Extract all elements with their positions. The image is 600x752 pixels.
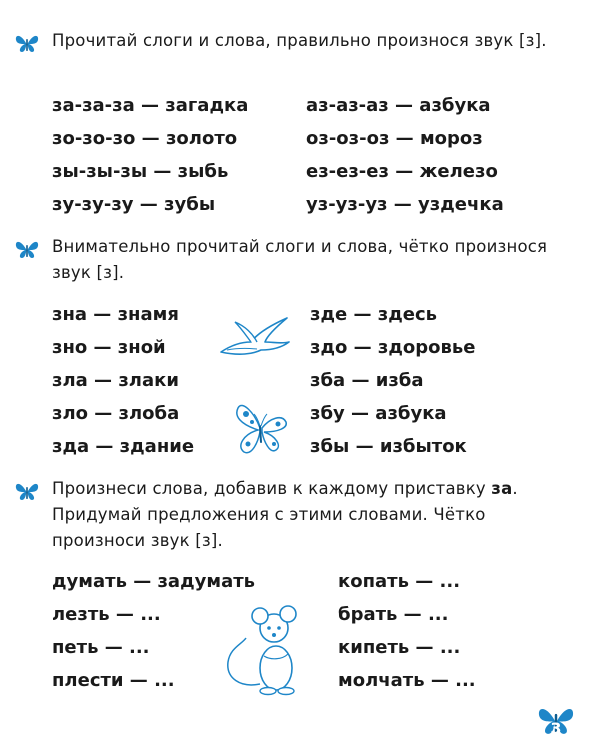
butterfly-icon [14, 32, 40, 54]
task-1-right-row: ез-ез-ез — железо [306, 161, 498, 182]
task-3-right-row: брать — ... [338, 604, 449, 625]
task-1-left-row: зо-зо-зо — золото [52, 128, 238, 149]
task-3-left-row: думать — задумать [52, 571, 256, 592]
task-3-left-row: лезть — ... [52, 604, 161, 625]
task-2-instruction: Внимательно прочитай слоги и слова, чётко произнося звук [з]. [52, 237, 548, 282]
task-1-right-row: оз-оз-оз — мороз [306, 128, 483, 149]
task-2-left-row: зно — зной [52, 337, 166, 358]
task-3 [14, 480, 574, 560]
task-2-left-row: зна — знамя [52, 304, 179, 325]
task-2 [14, 238, 574, 298]
task-2-left-row: зда — здание [52, 436, 195, 457]
task-2-left-row: зла — злаки [52, 370, 179, 391]
mouse-illustration [220, 598, 310, 698]
task-2-right-row: зде — здесь [310, 304, 437, 325]
task-3-left-row: плести — ... [52, 670, 175, 691]
task-1-left-row: за-за-за — загадка [52, 95, 249, 116]
task-2-right-row: збу — азбука [310, 403, 447, 424]
task-1-right-row: аз-аз-аз — азбука [306, 95, 491, 116]
task-2-right-row: збы — избыток [310, 436, 467, 457]
task-3-instruction-pre: Произнеси слова, добавив к каждому приставку [52, 479, 492, 498]
task-1-left-row: зу-зу-зу — зубы [52, 194, 216, 215]
butterfly-illustration [232, 398, 290, 456]
task-2-right-row: здо — здоровье [310, 337, 476, 358]
bird-illustration [215, 312, 295, 358]
task-1-right-row: уз-уз-уз — уздечка [306, 194, 504, 215]
task-3-left-row: петь — ... [52, 637, 150, 658]
task-3-instruction-post: . Придумай предложения с этими словами. Чётко произноси звук [з]. [52, 479, 518, 550]
task-3-instruction-prefix: за [491, 479, 513, 498]
butterfly-icon [14, 238, 40, 260]
task-3-right-row: молчать — ... [338, 670, 476, 691]
task-3-right-row: копать — ... [338, 571, 461, 592]
task-1-instruction: Прочитай слоги и слова, правильно произнося звук [з]. [52, 31, 547, 50]
task-3-instruction [52, 476, 552, 554]
task-1-left-row: зы-зы-зы — зыбь [52, 161, 229, 182]
task-2-right-row: зба — изба [310, 370, 424, 391]
page-number: 3 [550, 719, 562, 738]
task-2-left-row: зло — злоба [52, 403, 180, 424]
butterfly-icon [14, 480, 40, 502]
task-3-right-row: кипеть — ... [338, 637, 461, 658]
